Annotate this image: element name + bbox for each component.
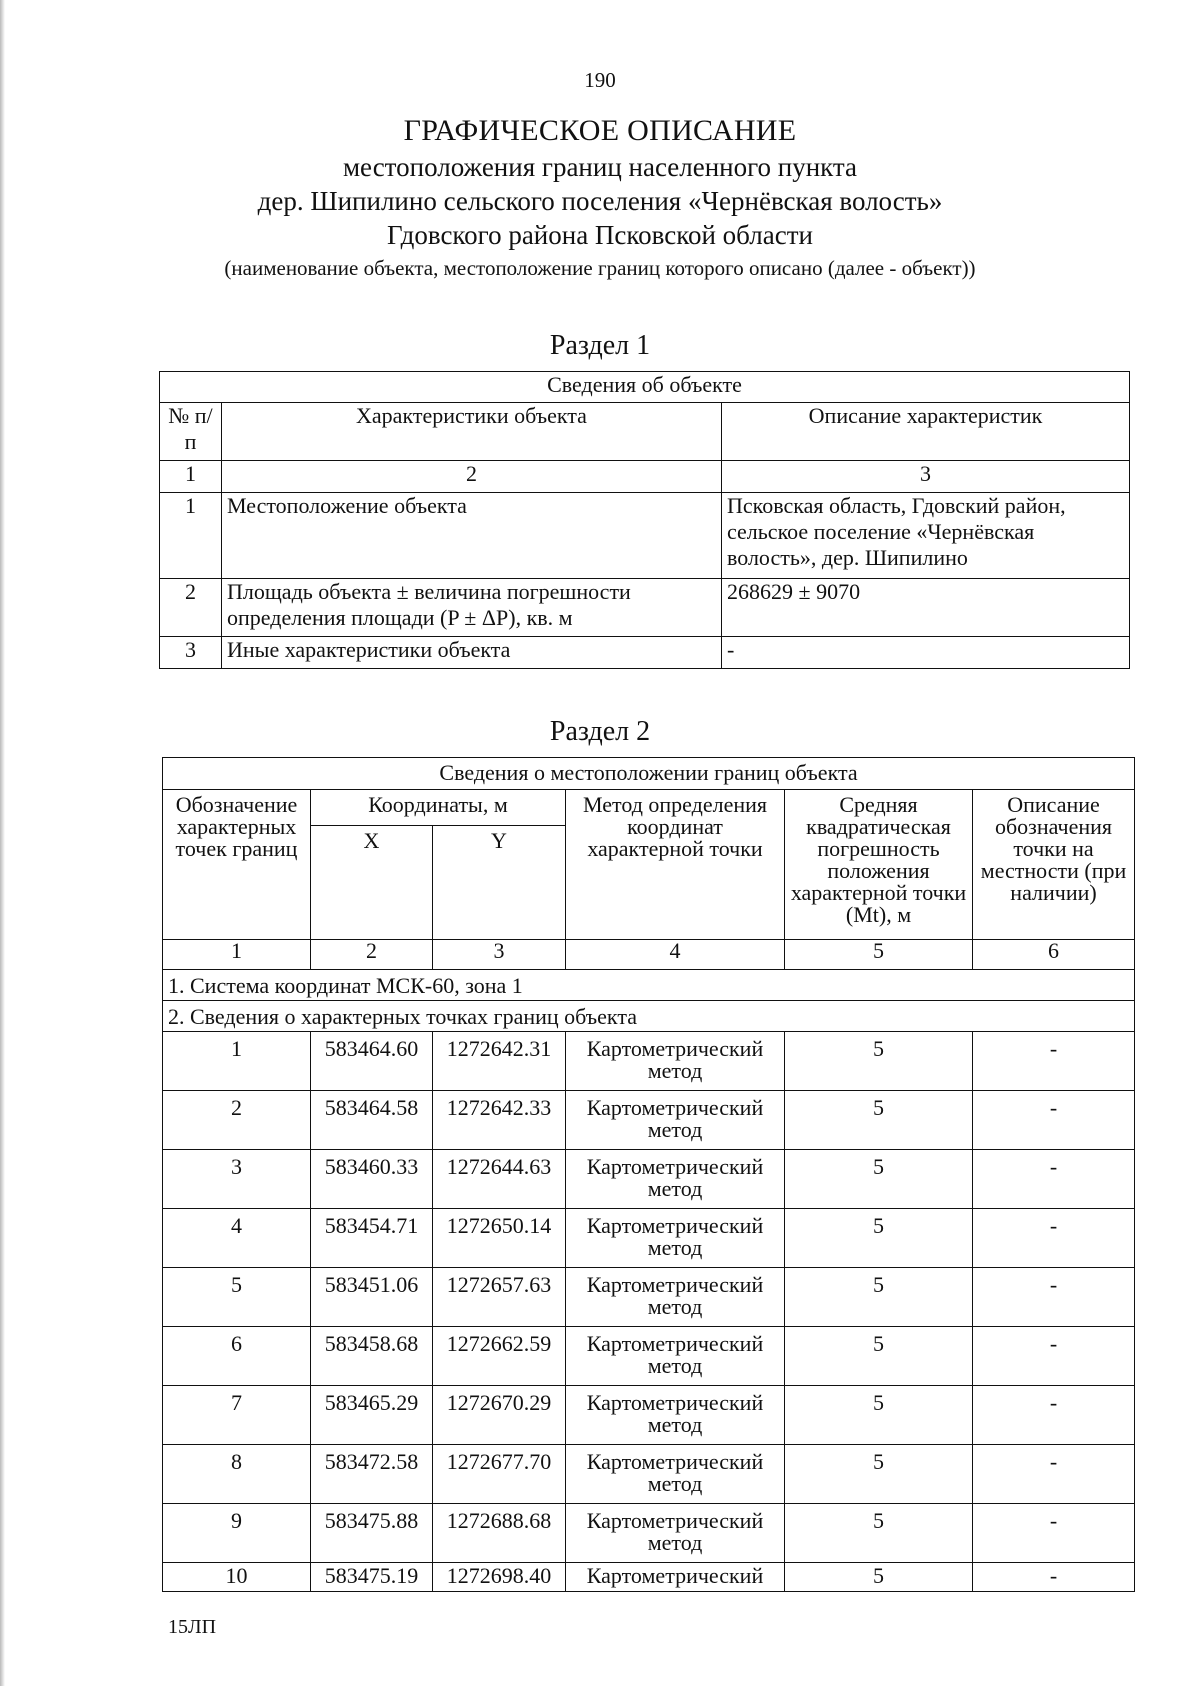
point-method: Картометрический метод: [566, 1209, 785, 1268]
header-number: № п/п: [160, 403, 222, 461]
point-error: 5: [785, 1386, 973, 1445]
table-row: [163, 1268, 1135, 1327]
point-x: 583475.88: [311, 1504, 433, 1563]
point-number: 9: [163, 1504, 311, 1563]
row-number: 3: [160, 637, 222, 669]
point-description: -: [973, 1209, 1135, 1268]
index-cell: 1: [163, 940, 311, 970]
table-title: Сведения о местоположении границ объекта: [163, 758, 1135, 790]
point-number: 1: [163, 1032, 311, 1091]
point-x: 583472.58: [311, 1445, 433, 1504]
point-y: 1272698.40: [433, 1563, 566, 1592]
table-row: [163, 1150, 1135, 1209]
point-number: 6: [163, 1327, 311, 1386]
table-row: [163, 1327, 1135, 1386]
point-description: -: [973, 1327, 1135, 1386]
index-cell: 6: [973, 940, 1135, 970]
object-info-table: [159, 371, 1130, 669]
document-title: ГРАФИЧЕСКОЕ ОПИСАНИЕ: [403, 114, 797, 147]
point-method: Картометрический метод: [566, 1327, 785, 1386]
index-cell: 3: [433, 940, 566, 970]
row-characteristic: Иные характеристики объекта: [222, 637, 722, 669]
point-x: 583464.58: [311, 1091, 433, 1150]
point-error: 5: [785, 1150, 973, 1209]
point-x: 583454.71: [311, 1209, 433, 1268]
header-error: Средняя квадратическая погрешность положения характерной точки (Mt), м: [785, 790, 973, 940]
point-y: 1272650.14: [433, 1209, 566, 1268]
boundary-points-table: [162, 757, 1135, 1592]
point-error: 5: [785, 1209, 973, 1268]
point-number: 2: [163, 1091, 311, 1150]
point-error: 5: [785, 1563, 973, 1592]
row-characteristic: Площадь объекта ± величина погрешности определения площади (P ± ΔP), кв. м: [222, 579, 722, 637]
point-y: 1272670.29: [433, 1386, 566, 1445]
header-point: Обозначение характерных точек границ: [163, 790, 311, 940]
point-error: 5: [785, 1091, 973, 1150]
point-x: 583465.29: [311, 1386, 433, 1445]
point-error: 5: [785, 1268, 973, 1327]
footer-code: 15ЛП: [168, 1616, 217, 1638]
point-description: -: [973, 1268, 1135, 1327]
point-method: Картометрический метод: [566, 1504, 785, 1563]
subtitle-line-1: местоположения границ населенного пункта: [342, 152, 858, 182]
scan-edge: [0, 0, 5, 1686]
point-number: 10: [163, 1563, 311, 1592]
table-row: [163, 1209, 1135, 1268]
table-row: [160, 579, 1130, 637]
point-description: -: [973, 1150, 1135, 1209]
point-number: 3: [163, 1150, 311, 1209]
table-row: [160, 493, 1130, 579]
point-number: 8: [163, 1445, 311, 1504]
point-error: 5: [785, 1504, 973, 1563]
index-cell: 5: [785, 940, 973, 970]
object-note: (наименование объекта, местоположение границ которого описано (далее - объект)): [224, 256, 976, 280]
point-x: 583460.33: [311, 1150, 433, 1209]
row-value: 268629 ± 9070: [722, 579, 1130, 637]
point-method: Картометрический метод: [566, 1445, 785, 1504]
header-method: Метод определения координат характерной точки: [566, 790, 785, 940]
header-characteristics: Характеристики объекта: [222, 403, 722, 461]
header-x: X: [311, 826, 433, 940]
coordinate-system-row: 1. Система координат МСК-60, зона 1: [163, 970, 1135, 1001]
table-row: [163, 1445, 1135, 1504]
subtitle-line-2: дер. Шипилино сельского поселения «Чернёвская волость»: [257, 186, 943, 216]
header-description: Описание обозначения точки на местности (при наличии): [973, 790, 1135, 940]
point-error: 5: [785, 1032, 973, 1091]
section1-heading: Раздел 1: [549, 330, 651, 361]
point-description: -: [973, 1563, 1135, 1592]
point-method: Картометрический метод: [566, 1386, 785, 1445]
table-row: [163, 1563, 1135, 1592]
point-method: Картометрический: [566, 1563, 785, 1592]
point-method: Картометрический метод: [566, 1268, 785, 1327]
point-method: Картометрический метод: [566, 1032, 785, 1091]
point-y: 1272657.63: [433, 1268, 566, 1327]
index-cell: 1: [160, 461, 222, 493]
row-number: 1: [160, 493, 222, 579]
point-description: -: [973, 1032, 1135, 1091]
table-row: [163, 1032, 1135, 1091]
index-cell: 4: [566, 940, 785, 970]
point-y: 1272688.68: [433, 1504, 566, 1563]
point-method: Картометрический метод: [566, 1091, 785, 1150]
subtitle-line-3: Гдовского района Псковской области: [387, 220, 813, 250]
point-y: 1272642.33: [433, 1091, 566, 1150]
header-description: Описание характеристик: [722, 403, 1130, 461]
point-error: 5: [785, 1445, 973, 1504]
point-y: 1272642.31: [433, 1032, 566, 1091]
points-info-row: 2. Сведения о характерных точках границ объекта: [163, 1001, 1135, 1032]
index-cell: 2: [222, 461, 722, 493]
row-characteristic: Местоположение объекта: [222, 493, 722, 579]
point-number: 4: [163, 1209, 311, 1268]
table-row: [163, 1504, 1135, 1563]
index-cell: 2: [311, 940, 433, 970]
row-value: Псковская область, Гдовский район, сельское поселение «Чернёвская волость», дер. Шипилино: [722, 493, 1130, 579]
page-number: 190: [584, 68, 616, 92]
point-number: 5: [163, 1268, 311, 1327]
point-description: -: [973, 1091, 1135, 1150]
point-y: 1272677.70: [433, 1445, 566, 1504]
row-value: -: [722, 637, 1130, 669]
point-description: -: [973, 1386, 1135, 1445]
table-row: [163, 1091, 1135, 1150]
point-number: 7: [163, 1386, 311, 1445]
point-x: 583458.68: [311, 1327, 433, 1386]
point-description: -: [973, 1504, 1135, 1563]
point-x: 583464.60: [311, 1032, 433, 1091]
point-y: 1272644.63: [433, 1150, 566, 1209]
table-title: Сведения об объекте: [160, 372, 1130, 403]
index-cell: 3: [722, 461, 1130, 493]
point-x: 583475.19: [311, 1563, 433, 1592]
row-number: 2: [160, 579, 222, 637]
table-row: [163, 1386, 1135, 1445]
point-error: 5: [785, 1327, 973, 1386]
point-description: -: [973, 1445, 1135, 1504]
section2-heading: Раздел 2: [549, 716, 651, 747]
header-coordinates: Координаты, м: [311, 790, 566, 826]
point-x: 583451.06: [311, 1268, 433, 1327]
table-row: [160, 637, 1130, 669]
header-y: Y: [433, 826, 566, 940]
point-y: 1272662.59: [433, 1327, 566, 1386]
point-method: Картометрический метод: [566, 1150, 785, 1209]
